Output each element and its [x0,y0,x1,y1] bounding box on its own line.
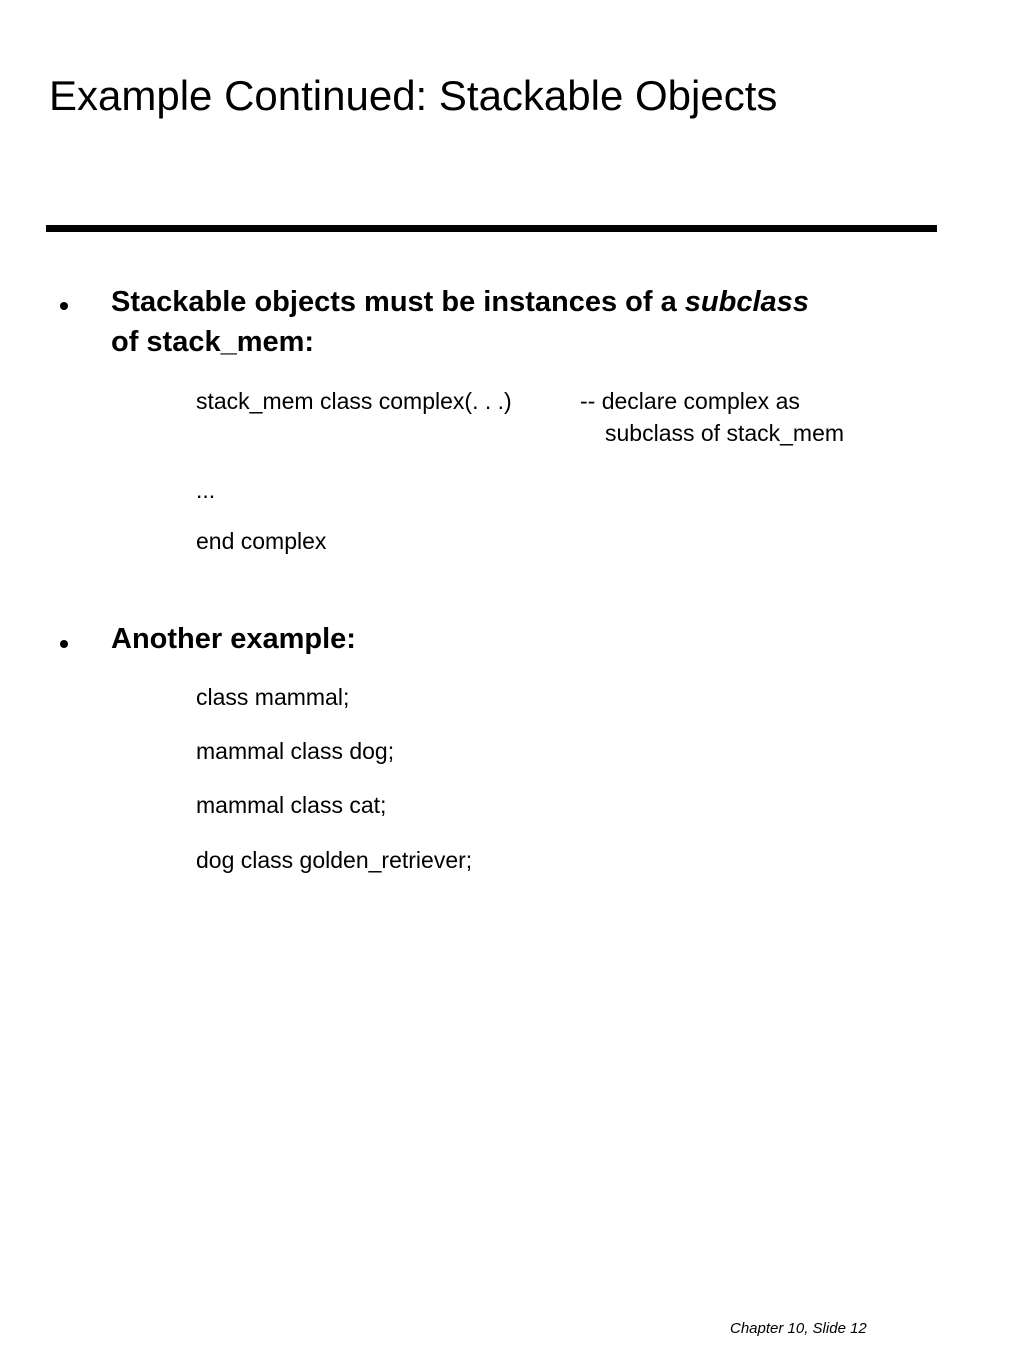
code-line-mammal-class-dog: mammal class dog; [196,738,395,764]
code-comment-line-2: subclass of stack_mem [605,420,845,446]
code-line-class-mammal: class mammal; [196,684,350,710]
bullet-1-emphasis: subclass [684,286,809,318]
slide-footer: Chapter 10, Slide 12 [730,1320,867,1337]
code-comment-line-1: -- declare complex as [580,388,800,414]
bullet-1-line-2: of stack_mem: [111,326,315,358]
code-line-stack-mem-class: stack_mem class complex(. . .) [196,388,512,414]
slide-title: Example Continued: Stackable Objects [49,72,778,119]
bullet-dot-1 [60,302,68,310]
title-divider [46,225,937,232]
bullet-1-text: Stackable objects must be instances of a [111,286,685,318]
bullet-dot-2 [60,640,68,648]
bullet-1-line-1 [111,282,809,322]
code-line-mammal-class-cat: mammal class cat; [196,792,387,818]
code-end-complex: end complex [196,528,327,554]
bullet-2-text: Another example: [111,623,356,655]
code-line-dog-class-golden-retriever: dog class golden_retriever; [196,847,473,873]
code-ellipsis: ... [196,477,216,503]
